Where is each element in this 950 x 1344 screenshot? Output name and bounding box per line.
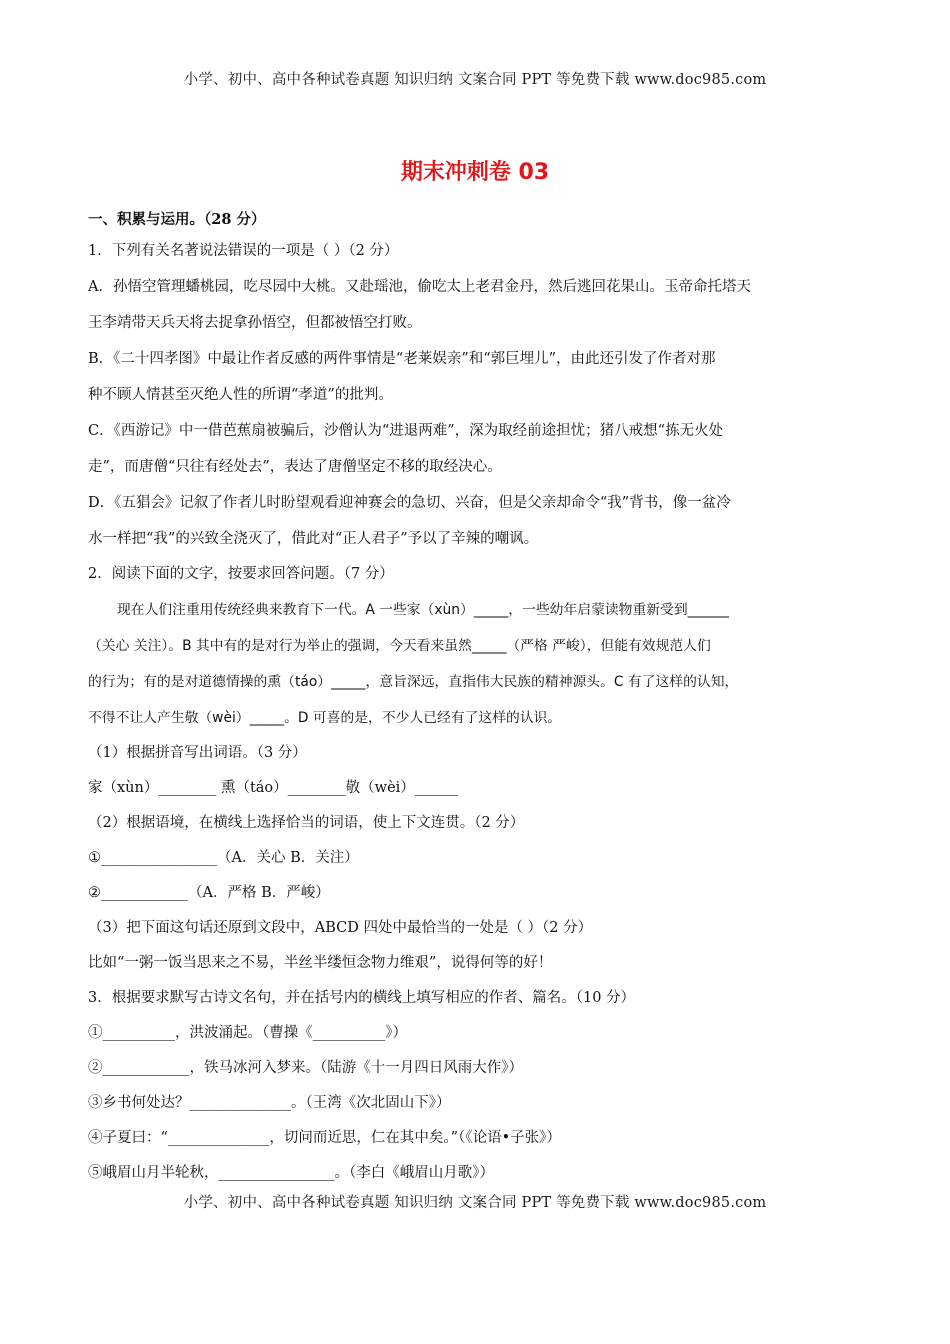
q2-passage-line4: 不得不让人产生敬（wèi）_____。D 可喜的是，不少人已经有了这样的认识。	[88, 710, 562, 726]
q3-item3: ③乡书何处达？______________。（王湾《次北固山下》）	[88, 1095, 451, 1111]
q2-sub1: （1）根据拼音写出词语。（3 分）	[88, 745, 307, 761]
q1-option-d-line1: D．《五猖会》记叙了作者儿时盼望观看迎神赛会的急切、兴奋，但是父亲却命令“我”背书，像一盆冷	[88, 495, 731, 511]
section-heading: 一、积累与运用。（28 分）	[88, 211, 266, 228]
q1-option-c-line2: 走”，而唐僧“只往有经处去”，表达了唐僧坚定不移的取经决心。	[88, 459, 502, 475]
q3-item4: ④子夏曰：“______________，切问而近思，仁在其中矣。”（《论语•子张》）	[88, 1130, 561, 1146]
q3-item2: ②____________，铁马冰河入梦来。（陆游《十一月四日风雨大作》）	[88, 1060, 523, 1076]
question-3-stem: 3．根据要求默写古诗文名句，并在括号内的横线上填写相应的作者、篇名。（10 分）	[88, 990, 636, 1006]
page-header: 小学、初中、高中各种试卷真题 知识归纳 文案合同 PPT 等免费下载 www.doc985.com	[183, 72, 767, 88]
q2-passage-line2: （关心 关注）。B 其中有的是对行为举止的强调，今天看来虽然_____（严格 严峻），但能有效规范人们	[88, 638, 711, 654]
q2-sub2-blank2: ②____________（A．严格 B．严峻）	[88, 885, 330, 901]
q1-option-c-line1: C．《西游记》中一借芭蕉扇被骗后，沙僧认为“进退两难”，深为取经前途担忧；猪八戒想“拣无火处	[88, 423, 724, 439]
q2-sub2-blank1: ①________________（A．关心 B．关注）	[88, 850, 359, 866]
q2-sub1-answers: 家（xùn）________ 熏（táo）________敬（wèi）______	[88, 780, 459, 796]
q3-item5: ⑤峨眉山月半轮秋，________________。（李白《峨眉山月歌》）	[88, 1165, 494, 1181]
q2-sub2: （2）根据语境，在横线上选择恰当的词语，使上下文连贯。（2 分）	[88, 815, 525, 831]
q2-sub3: （3）把下面这句话还原到文段中，ABCD 四处中最恰当的一处是（ ）（2 分）	[88, 920, 593, 936]
page-title: 期末冲刺卷 03	[400, 160, 550, 185]
q1-option-a-line2: 王李靖带天兵天将去捉拿孙悟空，但都被悟空打败。	[88, 315, 422, 331]
q2-passage-line1: 现在人们注重用传统经典来教育下一代。A 一些家（xùn）_____，一些幼年启蒙读物重新受到______	[117, 602, 730, 618]
q1-option-d-line2: 水一样把“我”的兴致全浇灭了，借此对“正人君子”予以了辛辣的嘲讽。	[88, 531, 539, 547]
question-2-stem: 2．阅读下面的文字，按要求回答问题。（7 分）	[88, 566, 394, 582]
question-1-stem: 1．下列有关名著说法错误的一项是（ ）（2 分）	[88, 243, 399, 259]
q1-option-b-line1: B．《二十四孝图》中最让作者反感的两件事情是“老莱娱亲”和“郭巨埋儿”，由此还引发了作者对那	[88, 351, 716, 367]
q2-passage-line3: 的行为；有的是对道德情操的熏（táo）_____，意旨深远，直指伟大民族的精神源头。C 有了这样的认知，	[88, 674, 739, 690]
q1-option-b-line2: 种不顾人情甚至灭绝人性的所谓“孝道”的批判。	[88, 387, 393, 403]
page-footer: 小学、初中、高中各种试卷真题 知识归纳 文案合同 PPT 等免费下载 www.doc985.com	[183, 1195, 767, 1211]
q2-sub3-sentence: 比如“一粥一饭当思来之不易，半丝半缕恒念物力维艰”，说得何等的好！	[88, 955, 553, 971]
exam-content	[88, 206, 863, 1191]
q1-option-a-line1: A．孙悟空管理蟠桃园，吃尽园中大桃。又赴瑶池，偷吃太上老君金丹，然后逃回花果山。玉帝命托塔天	[88, 279, 751, 295]
q3-item1: ①__________，洪波涌起。（曹操《__________》）	[88, 1025, 407, 1041]
